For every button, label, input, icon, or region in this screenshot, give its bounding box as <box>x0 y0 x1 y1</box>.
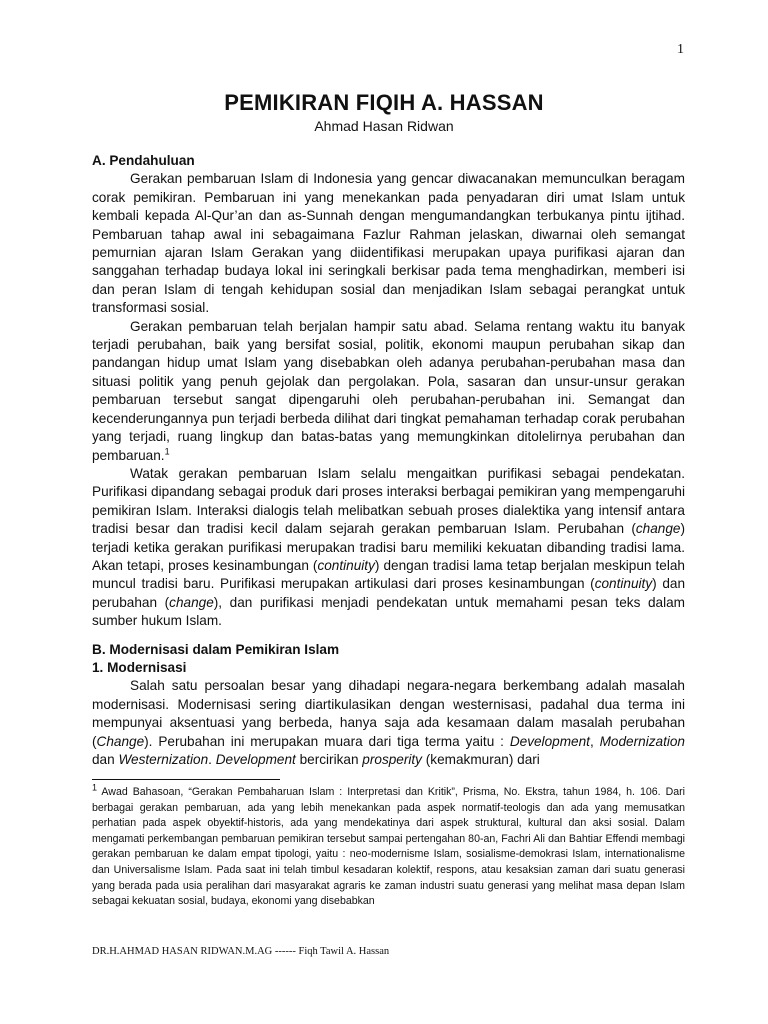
paragraph-text: Salah satu persoalan besar yang dihadapi negara-negara berkembang adalah masalah modernisasi. Modernisasi sering diartikulasikan dengan westernisasi, padahal dua terma ini mempunyai aksentuasi yang berbeda, hanya saja ada kesamaan dalam masalah perubahan ( <box>92 678 685 749</box>
paragraph-text: ) dengan tradisi lama tetap berjalan meskipun telah muncul tradisi baru. Purifikasi merupakan artikulasi dari proses kesinambungan ( <box>92 557 685 592</box>
paragraph-text: dan <box>92 752 119 767</box>
paragraph-text: Gerakan pembaruan telah berjalan hampir satu abad. Selama rentang waktu itu banyak terjadi perubahan, baik yang bersifat sosial, politik, ekonomi maupun perubahan sikap dan pandangan hidup umat Islam yang disebabkan oleh adanya perubahan-perubahan masa dan situasi politik yang penuh gejolak dan pergolakan. Pola, sasaran dan unsur-unsur gerakan pembaruan tersebut sangat dipengaruhi oleh perubahan-perubahan ini. Semangat dan kecenderungannya pun terjadi berbeda dilihat dari tingkat pemahaman terhadap corak perubahan yang terjadi, ruang lingkup dan batas-batas yang memungkinkan ditolelirnya perubahan dan pembaruan. <box>92 318 685 463</box>
paragraph-text: ) dan perubahan ( <box>92 576 685 610</box>
section-b-heading: B. Modernisasi dalam Pemikiran Islam <box>92 641 340 657</box>
italic-term: change <box>169 594 214 610</box>
page-number: 1 <box>677 42 684 57</box>
paragraph-text: ). Perubahan ini merupakan muara dari tiga terma yaitu : <box>144 733 510 749</box>
paragraph: Gerakan pembaruan Islam di Indonesia yang gencar diwacanakan memunculkan beragam corak pemikiran. Pembaruan ini yang menekankan pada penyadaran diri umat Islam untuk kembali kepada Al-Qur’an dan as-Sunnah dengan mengumandangkan terbukanya pintu ijtihad. Pembaruan tahap awal ini sebagaimana Fazlur Rahman jelaskan, diwarnai oleh semangat pemurnian ajaran Islam Gerakan yang diidentifikasi merupakan upaya purifikasi ajaran dan sanggahan terhadap budaya lokal ini seringkali berkisar pada tema menghadirkan, memberi isi dan peran Islam di tengah kehidupan sosial dan menjadikan Islam sebagai perangkat untuk transformasi sosial. <box>92 171 685 316</box>
author-name: Ahmad Hasan Ridwan <box>314 118 454 134</box>
italic-term: continuity <box>594 576 653 592</box>
italic-term: prosperity <box>362 752 422 767</box>
paragraph <box>92 318 685 465</box>
document-title: PEMIKIRAN FIQIH A. HASSAN <box>224 90 544 115</box>
footnote-reference[interactable]: 1 <box>164 445 170 456</box>
italic-term: Development <box>215 752 296 767</box>
italic-term: Westernization <box>118 752 209 767</box>
main-content <box>92 152 685 769</box>
paragraph-text: ), dan purifikasi menjadi pendekatan untuk memahami pesan teks dalam sumber hukum Islam. <box>92 594 685 629</box>
footnote-text: Awad Bahasoan, “Gerakan Pembaharuan Islam : Interpretasi dan Kritik”, Prisma, No. Ekstra, tahun 1984, h. 106. Dari berbagai gerakan pembaruan, ada yang lebih menekankan pada aspek normatif-teologis dan ada yang memusatkan perhatian pada aspek obyektif-historis, ada yang mendekatinya dari aspek struktural, kultural dan aksi sosial. Dalam mengamati perkembangan pembaruan pemikiran tersebut sampai pertengahan 80-an, Fachri Ali dan Bahtiar Effendi membagi gerakan pembaruan ke dalam empat tipologi, yaitu : neo-modernisme Islam, sosialisme-demokrasi Islam, internationalisme dan Universalisme Islam. Pada saat ini telah timbul kesadaran kolektif, respons, atau kesaksian zaman dari suatu generasi yang berada pada usia peralihan dari masyarakat agraris ke zaman industri suatu generasi yang melihat masa depan Islam sebagai kekuatan sosial, budaya, ekonomi yang disebabkan <box>92 786 685 908</box>
section-a-heading: A. Pendahuluan <box>92 153 195 168</box>
paragraph <box>92 465 685 631</box>
footnote-number: 1 <box>92 782 98 793</box>
footnote-separator <box>92 779 280 780</box>
paragraph-text: (kemakmuran) dari <box>421 752 540 767</box>
paragraph-text: ) terjadi ketika gerakan purifikasi merupakan tradisi baru memiliki kekuatan dibanding tradisi lama. Akan tetapi, proses kesinambungan ( <box>92 521 685 573</box>
paragraph-text: bercirikan <box>295 752 363 767</box>
italic-term: Change <box>96 733 145 749</box>
footnote <box>92 782 685 910</box>
paragraph-text: . <box>208 752 216 767</box>
page-footer: DR.H.AHMAD HASAN RIDWAN.M.AG ------ Fiqh Tawil A. Hassan <box>92 946 390 957</box>
paragraph <box>92 677 685 769</box>
paragraph-text: Watak gerakan pembaruan Islam selalu mengaitkan purifikasi sebagai pendekatan. Purifikasi dipandang sebagai produk dari proses interaksi berbagai pemikiran yang mempengaruhi pemikiran Islam. Interaksi dialogis telah melibatkan sebuah proses dialektika yang intensif antara tradisi besar dan tradisi kecil dalam sejarah gerakan pembaruan Islam. Perubahan ( <box>92 465 685 537</box>
subsection-heading: 1. Modernisasi <box>92 659 187 675</box>
italic-term: Development <box>509 733 590 749</box>
italic-term: Modernization <box>599 733 685 749</box>
italic-term: continuity <box>317 557 375 573</box>
italic-term: change <box>635 521 681 537</box>
paragraph-text: , <box>589 733 600 749</box>
